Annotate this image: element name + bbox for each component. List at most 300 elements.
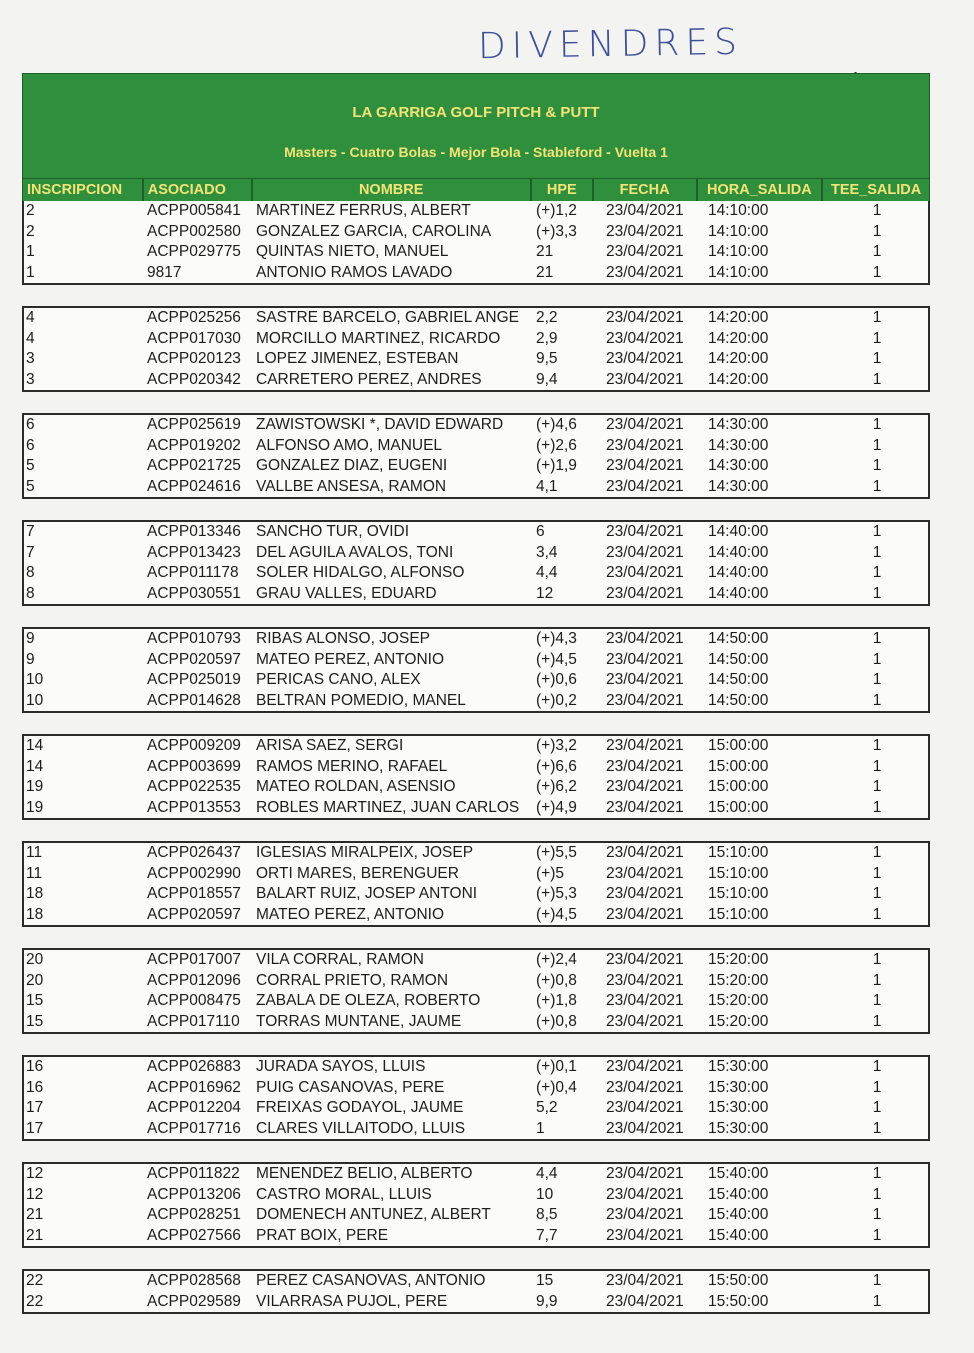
asociado-cell: ACPP017716 — [147, 1119, 241, 1137]
nombre-cell: VALLBE ANSESA, RAMON — [256, 477, 447, 495]
table-row — [24, 736, 928, 757]
inscripcion-cell: 10 — [26, 691, 44, 709]
hora-salida-cell: 14:10:00 — [708, 263, 769, 281]
fecha-cell: 23/04/2021 — [606, 329, 684, 347]
tee-time-group — [22, 201, 930, 285]
inscripcion-cell: 1 — [26, 263, 35, 281]
tee-salida-cell: 1 — [872, 650, 882, 668]
nombre-cell: CARRETERO PEREZ, ANDRES — [256, 370, 482, 388]
fecha-cell: 23/04/2021 — [606, 543, 684, 561]
asociado-cell: ACPP005841 — [147, 202, 241, 219]
hora-salida-cell: 15:00:00 — [708, 737, 769, 754]
table-row — [24, 477, 928, 498]
hora-salida-cell: 15:20:00 — [708, 992, 769, 1009]
hpe-cell: 2,2 — [536, 309, 558, 326]
tee-salida-cell: 1 — [872, 885, 882, 902]
inscripcion-cell: 10 — [26, 671, 44, 688]
hora-salida-cell: 14:40:00 — [708, 564, 769, 581]
inscripcion-cell: 8 — [26, 564, 35, 581]
table-row — [24, 415, 928, 436]
tee-salida-cell: 1 — [872, 243, 882, 260]
inscripcion-cell: 18 — [26, 885, 44, 902]
hora-salida-cell: 14:30:00 — [708, 457, 769, 474]
hora-salida-cell: 14:50:00 — [708, 691, 769, 709]
tee-time-group — [22, 948, 930, 1034]
tee-salida-cell: 1 — [872, 757, 882, 775]
nombre-cell: GONZALEZ GARCIA, CAROLINA — [256, 222, 492, 240]
table-row — [24, 991, 928, 1012]
nombre-cell: JURADA SAYOS, LLUIS — [256, 1058, 426, 1075]
nombre-cell: ZAWISTOWSKI *, DAVID EDWARD — [256, 416, 504, 433]
hora-salida-cell: 15:50:00 — [708, 1292, 769, 1310]
table-row — [24, 971, 928, 992]
tee-salida-cell: 1 — [872, 1078, 882, 1096]
inscripcion-cell: 2 — [26, 202, 35, 219]
table-row — [24, 522, 928, 543]
inscripcion-cell: 22 — [26, 1272, 44, 1289]
hpe-cell: 10 — [536, 1185, 554, 1203]
fecha-cell: 23/04/2021 — [606, 1272, 684, 1289]
hora-salida-cell: 15:20:00 — [708, 951, 769, 968]
nombre-cell: CORRAL PRIETO, RAMON — [256, 971, 449, 989]
tee-salida-cell: 1 — [872, 416, 882, 433]
asociado-cell: ACPP012204 — [147, 1099, 241, 1116]
nombre-cell: MARTINEZ FERRUS, ALBERT — [256, 202, 471, 219]
asociado-cell: ACPP029775 — [147, 243, 241, 260]
table-row — [24, 757, 928, 778]
asociado-cell: ACPP017110 — [147, 1012, 240, 1030]
nombre-cell: MATEO PEREZ, ANTONIO — [256, 650, 445, 668]
tee-salida-cell: 1 — [872, 477, 882, 495]
tee-time-group — [22, 734, 930, 820]
hora-salida-cell: 14:40:00 — [708, 584, 769, 602]
tee-salida-cell: 1 — [872, 350, 882, 367]
tee-time-group — [22, 841, 930, 927]
table-row — [24, 650, 928, 671]
hora-salida-cell: 15:30:00 — [708, 1099, 769, 1116]
hora-salida-cell: 14:30:00 — [708, 436, 769, 454]
inscripcion-cell: 17 — [26, 1099, 44, 1116]
asociado-cell: ACPP003699 — [147, 757, 241, 775]
table-row — [24, 370, 928, 391]
nombre-cell: BELTRAN POMEDIO, MANEL — [256, 691, 466, 709]
asociado-cell: ACPP017030 — [147, 329, 241, 347]
asociado-cell: ACPP017007 — [147, 951, 241, 968]
nombre-cell: RAMOS MERINO, RAFAEL — [256, 757, 448, 775]
nombre-cell: TORRAS MUNTANE, JAUME — [256, 1012, 462, 1030]
asociado-cell: ACPP008475 — [147, 992, 241, 1009]
asociado-cell: ACPP012096 — [147, 971, 241, 989]
table-row — [24, 1205, 928, 1226]
hora-salida-cell: 14:20:00 — [708, 350, 769, 367]
nombre-cell: PUIG CASANOVAS, PERE — [256, 1078, 445, 1096]
hora-salida-cell: 14:30:00 — [708, 477, 769, 495]
nombre-cell: MATEO ROLDAN, ASENSIO — [256, 778, 456, 795]
nombre-cell: IGLESIAS MIRALPEIX, JOSEP — [256, 844, 474, 861]
tee-salida-cell: 1 — [872, 1058, 882, 1075]
tee-salida-cell: 1 — [872, 905, 882, 923]
asociado-cell: ACPP013423 — [147, 543, 241, 561]
asociado-cell: ACPP013553 — [147, 798, 241, 816]
column-header-inscripcion: INSCRIPCION — [23, 179, 144, 201]
hpe-cell: (+)0,6 — [536, 671, 577, 688]
table-row — [24, 222, 928, 243]
column-header-row — [22, 179, 930, 201]
nombre-cell: GONZALEZ DIAZ, EUGENI — [256, 457, 448, 474]
table-row — [24, 1292, 928, 1313]
table-row — [24, 691, 928, 712]
hpe-cell: 9,5 — [536, 350, 558, 367]
table-row — [24, 1164, 928, 1185]
nombre-cell: DEL AGUILA AVALOS, TONI — [256, 543, 454, 561]
tee-salida-cell: 1 — [872, 1119, 882, 1137]
fecha-cell: 23/04/2021 — [606, 1226, 684, 1244]
asociado-cell: ACPP014628 — [147, 691, 241, 709]
tee-salida-cell: 1 — [872, 1099, 882, 1116]
fecha-cell: 23/04/2021 — [606, 584, 684, 602]
asociado-cell: ACPP011822 — [147, 1165, 240, 1182]
nombre-cell: SASTRE BARCELO, GABRIEL ANGE — [256, 309, 520, 326]
fecha-cell: 23/04/2021 — [606, 650, 684, 668]
tee-salida-cell: 1 — [872, 864, 882, 882]
asociado-cell: ACPP029589 — [147, 1292, 241, 1310]
tee-salida-cell: 1 — [872, 737, 882, 754]
fecha-cell: 23/04/2021 — [606, 202, 684, 219]
nombre-cell: FREIXAS GODAYOL, JAUME — [256, 1099, 464, 1116]
tee-salida-cell: 1 — [872, 584, 882, 602]
inscripcion-cell: 7 — [26, 523, 35, 540]
fecha-cell: 23/04/2021 — [606, 951, 684, 968]
tee-salida-cell: 1 — [872, 436, 882, 454]
tee-time-group — [22, 1055, 930, 1141]
table-row — [24, 349, 928, 370]
hpe-cell: (+)2,4 — [536, 951, 577, 968]
fecha-cell: 23/04/2021 — [606, 416, 684, 433]
nombre-cell: SOLER HIDALGO, ALFONSO — [256, 564, 465, 581]
hora-salida-cell: 15:00:00 — [708, 778, 769, 795]
asociado-cell: ACPP002990 — [147, 864, 241, 882]
fecha-cell: 23/04/2021 — [606, 1165, 684, 1182]
handwritten-note: DIVENDRES — [477, 21, 744, 68]
asociado-cell: ACPP020597 — [147, 650, 241, 668]
hora-salida-cell: 15:50:00 — [708, 1272, 769, 1289]
nombre-cell: PRAT BOIX, PERE — [256, 1226, 389, 1244]
table-row — [24, 436, 928, 457]
fecha-cell: 23/04/2021 — [606, 1119, 684, 1137]
asociado-cell: ACPP011178 — [147, 564, 239, 581]
nombre-cell: PEREZ CASANOVAS, ANTONIO — [256, 1272, 486, 1289]
hora-salida-cell: 15:10:00 — [708, 844, 769, 861]
nombre-cell: RIBAS ALONSO, JOSEP — [256, 630, 431, 647]
asociado-cell: ACPP019202 — [147, 436, 241, 454]
fecha-cell: 23/04/2021 — [606, 905, 684, 923]
column-header-tee-salida: TEE_SALIDA — [830, 182, 922, 198]
inscripcion-cell: 5 — [26, 477, 35, 495]
tee-time-group — [22, 1162, 930, 1248]
fecha-cell: 23/04/2021 — [606, 864, 684, 882]
table-row — [24, 543, 928, 564]
fecha-cell: 23/04/2021 — [606, 778, 684, 795]
hpe-cell: 2,9 — [536, 329, 558, 347]
inscripcion-cell: 14 — [26, 757, 44, 775]
inscripcion-cell: 15 — [26, 992, 44, 1009]
asociado-cell: ACPP009209 — [147, 737, 241, 754]
inscripcion-cell: 6 — [26, 416, 35, 433]
hora-salida-cell: 15:40:00 — [708, 1165, 769, 1182]
hpe-cell: 15 — [536, 1272, 554, 1289]
asociado-cell: ACPP022535 — [147, 778, 241, 795]
hpe-cell: 21 — [536, 243, 554, 260]
inscripcion-cell: 20 — [26, 951, 44, 968]
inscripcion-cell: 1 — [26, 243, 35, 260]
hpe-cell: 1 — [536, 1119, 545, 1137]
asociado-cell: ACPP026437 — [147, 844, 241, 861]
hpe-cell: (+)6,6 — [536, 757, 577, 775]
table-row — [24, 1185, 928, 1206]
nombre-cell: QUINTAS NIETO, MANUEL — [256, 243, 449, 260]
inscripcion-cell: 3 — [26, 350, 35, 367]
hora-salida-cell: 14:30:00 — [708, 416, 769, 433]
asociado-cell: ACPP026883 — [147, 1058, 241, 1075]
asociado-cell: ACPP016962 — [147, 1078, 241, 1096]
hpe-cell: 12 — [536, 584, 554, 602]
fecha-cell: 23/04/2021 — [606, 222, 684, 240]
table-row — [24, 798, 928, 819]
hpe-cell: (+)0,8 — [536, 971, 577, 989]
hpe-cell: (+)3,2 — [536, 737, 577, 754]
tee-time-group — [22, 413, 930, 499]
table-row — [24, 777, 928, 798]
inscripcion-cell: 7 — [26, 543, 35, 561]
hpe-cell: 21 — [536, 263, 554, 281]
inscripcion-cell: 18 — [26, 905, 44, 923]
asociado-cell: ACPP020342 — [147, 370, 241, 388]
asociado-cell: ACPP010793 — [147, 630, 241, 647]
inscripcion-cell: 16 — [26, 1058, 44, 1075]
table-row — [24, 843, 928, 864]
hpe-cell: 3,4 — [536, 543, 558, 561]
fecha-cell: 23/04/2021 — [606, 1185, 684, 1203]
hora-salida-cell: 14:40:00 — [708, 523, 769, 540]
tee-time-group — [22, 627, 930, 713]
fecha-cell: 23/04/2021 — [606, 798, 684, 816]
tee-salida-cell: 1 — [872, 630, 882, 647]
hpe-cell: (+)6,2 — [536, 778, 577, 795]
hpe-cell: 5,2 — [536, 1099, 558, 1116]
fecha-cell: 23/04/2021 — [606, 1058, 684, 1075]
hora-salida-cell: 15:30:00 — [708, 1078, 769, 1096]
asociado-cell: ACPP013206 — [147, 1185, 241, 1203]
asociado-cell: ACPP020123 — [147, 350, 241, 367]
hpe-cell: 6 — [536, 523, 545, 540]
fecha-cell: 23/04/2021 — [606, 1012, 684, 1030]
sheet-title: LA GARRIGA GOLF PITCH & PUTT — [352, 104, 600, 121]
hora-salida-cell: 15:00:00 — [708, 757, 769, 775]
inscripcion-cell: 11 — [26, 844, 43, 861]
table-row — [24, 1098, 928, 1119]
tee-salida-cell: 1 — [872, 1165, 882, 1182]
inscripcion-cell: 4 — [26, 309, 35, 326]
inscripcion-cell: 9 — [26, 630, 35, 647]
hora-salida-cell: 15:10:00 — [708, 885, 769, 902]
table-row — [24, 308, 928, 329]
hora-salida-cell: 15:10:00 — [708, 905, 769, 923]
hpe-cell: 9,4 — [536, 370, 558, 388]
hpe-cell: (+)4,9 — [536, 798, 577, 816]
hora-salida-cell: 14:10:00 — [708, 222, 769, 240]
hpe-cell: (+)1,8 — [536, 992, 577, 1009]
hora-salida-cell: 15:40:00 — [708, 1206, 769, 1223]
inscripcion-cell: 5 — [26, 457, 35, 474]
table-row — [24, 950, 928, 971]
hpe-cell: (+)5 — [536, 864, 564, 882]
hora-salida-cell: 14:10:00 — [708, 243, 769, 260]
tee-salida-cell: 1 — [872, 671, 882, 688]
table-row — [24, 670, 928, 691]
fecha-cell: 23/04/2021 — [606, 671, 684, 688]
table-row — [24, 563, 928, 584]
inscripcion-cell: 20 — [26, 971, 44, 989]
hora-salida-cell: 15:10:00 — [708, 864, 769, 882]
inscripcion-cell: 4 — [26, 329, 35, 347]
tee-salida-cell: 1 — [872, 1292, 882, 1310]
hpe-cell: (+)0,1 — [536, 1058, 577, 1075]
asociado-cell: 9817 — [147, 263, 182, 281]
fecha-cell: 23/04/2021 — [606, 1078, 684, 1096]
inscripcion-cell: 16 — [26, 1078, 44, 1096]
tee-salida-cell: 1 — [872, 543, 882, 561]
hora-salida-cell: 15:40:00 — [708, 1185, 769, 1203]
tee-salida-cell: 1 — [872, 309, 882, 326]
fecha-cell: 23/04/2021 — [606, 436, 684, 454]
table-row — [24, 629, 928, 650]
hpe-cell: (+)0,8 — [536, 1012, 577, 1030]
asociado-cell: ACPP025019 — [147, 671, 241, 688]
table-row — [24, 584, 928, 605]
table-row — [24, 1057, 928, 1078]
table-row — [24, 1271, 928, 1292]
hpe-cell: 7,7 — [536, 1226, 558, 1244]
hora-salida-cell: 14:10:00 — [708, 202, 769, 219]
tee-salida-cell: 1 — [872, 457, 882, 474]
tee-time-group — [22, 1269, 930, 1314]
hora-salida-cell: 15:20:00 — [708, 1012, 769, 1030]
table-row — [24, 905, 928, 926]
tee-time-group — [22, 520, 930, 606]
nombre-cell: VILA CORRAL, RAMON — [256, 951, 424, 968]
nombre-cell: ORTI MARES, BERENGUER — [256, 864, 459, 882]
table-row — [24, 263, 928, 284]
tee-salida-cell: 1 — [872, 778, 882, 795]
tee-salida-cell: 1 — [872, 798, 882, 816]
fecha-cell: 23/04/2021 — [606, 737, 684, 754]
tee-salida-cell: 1 — [872, 263, 882, 281]
hpe-cell: (+)1,9 — [536, 457, 577, 474]
fecha-cell: 23/04/2021 — [606, 971, 684, 989]
hpe-cell: (+)4,3 — [536, 630, 577, 647]
tee-salida-cell: 1 — [872, 202, 882, 219]
hpe-cell: (+)0,2 — [536, 691, 577, 709]
nombre-cell: DOMENECH ANTUNEZ, ALBERT — [256, 1206, 491, 1223]
tee-salida-cell: 1 — [872, 523, 882, 540]
nombre-cell: GRAU VALLES, EDUARD — [256, 584, 437, 602]
fecha-cell: 23/04/2021 — [606, 350, 684, 367]
table-row — [24, 456, 928, 477]
nombre-cell: PERICAS CANO, ALEX — [256, 671, 421, 688]
inscripcion-cell: 12 — [26, 1185, 44, 1203]
nombre-cell: VILARRASA PUJOL, PERE — [256, 1292, 448, 1310]
hpe-cell: 4,1 — [536, 477, 558, 495]
sheet-subtitle: Masters - Cuatro Bolas - Mejor Bola - Stableford - Vuelta 1 — [284, 144, 668, 160]
tee-time-group — [22, 306, 930, 392]
tee-salida-cell: 1 — [872, 1272, 882, 1289]
nombre-cell: BALART RUIZ, JOSEP ANTONI — [256, 885, 478, 902]
fecha-cell: 23/04/2021 — [606, 691, 684, 709]
inscripcion-cell: 19 — [26, 778, 44, 795]
nombre-cell: ALFONSO AMO, MANUEL — [256, 436, 443, 454]
tee-salida-cell: 1 — [872, 844, 882, 861]
hora-salida-cell: 15:30:00 — [708, 1119, 769, 1137]
hora-salida-cell: 14:20:00 — [708, 329, 769, 347]
hora-salida-cell: 15:30:00 — [708, 1058, 769, 1075]
fecha-cell: 23/04/2021 — [606, 757, 684, 775]
inscripcion-cell: 12 — [26, 1165, 44, 1182]
start-list-sheet — [22, 73, 930, 1335]
asociado-cell: ACPP025256 — [147, 309, 241, 326]
table-row — [24, 1078, 928, 1099]
hpe-cell: 4,4 — [536, 564, 558, 581]
fecha-cell: 23/04/2021 — [606, 243, 684, 260]
nombre-cell: MENENDEZ BELIO, ALBERTO — [256, 1165, 473, 1182]
column-header-asociado: ASOCIADO — [144, 179, 253, 201]
hora-salida-cell: 14:50:00 — [708, 650, 769, 668]
asociado-cell: ACPP021725 — [147, 457, 241, 474]
inscripcion-cell: 2 — [26, 222, 35, 240]
nombre-cell: ROBLES MARTINEZ, JUAN CARLOS — [256, 798, 520, 816]
column-header-hpe: HPE — [532, 179, 594, 201]
inscripcion-cell: 17 — [26, 1119, 44, 1137]
hora-salida-cell: 14:50:00 — [708, 671, 769, 688]
fecha-cell: 23/04/2021 — [606, 370, 684, 388]
nombre-cell: CASTRO MORAL, LLUIS — [256, 1185, 432, 1203]
hpe-cell: (+)4,6 — [536, 416, 577, 433]
asociado-cell: ACPP028251 — [147, 1206, 241, 1223]
asociado-cell: ACPP013346 — [147, 523, 241, 540]
fecha-cell: 23/04/2021 — [606, 457, 684, 474]
asociado-cell: ACPP024616 — [147, 477, 241, 495]
table-row — [24, 1226, 928, 1247]
table-row — [24, 1012, 928, 1033]
hora-salida-cell: 15:00:00 — [708, 798, 769, 816]
fecha-cell: 23/04/2021 — [606, 844, 684, 861]
table-row — [24, 1119, 928, 1140]
fecha-cell: 23/04/2021 — [606, 885, 684, 902]
nombre-cell: ANTONIO RAMOS LAVADO — [256, 263, 453, 281]
nombre-cell: ARISA SAEZ, SERGI — [256, 737, 404, 754]
hora-salida-cell: 15:20:00 — [708, 971, 769, 989]
nombre-cell: CLARES VILLAITODO, LLUIS — [256, 1119, 466, 1137]
table-row — [24, 864, 928, 885]
fecha-cell: 23/04/2021 — [606, 263, 684, 281]
asociado-cell: ACPP028568 — [147, 1272, 241, 1289]
asociado-cell: ACPP002580 — [147, 222, 241, 240]
fecha-cell: 23/04/2021 — [606, 992, 684, 1009]
table-row — [24, 201, 928, 222]
inscripcion-cell: 15 — [26, 1012, 44, 1030]
fecha-cell: 23/04/2021 — [606, 1292, 684, 1310]
hpe-cell: 9,9 — [536, 1292, 558, 1310]
tee-salida-cell: 1 — [872, 1206, 882, 1223]
